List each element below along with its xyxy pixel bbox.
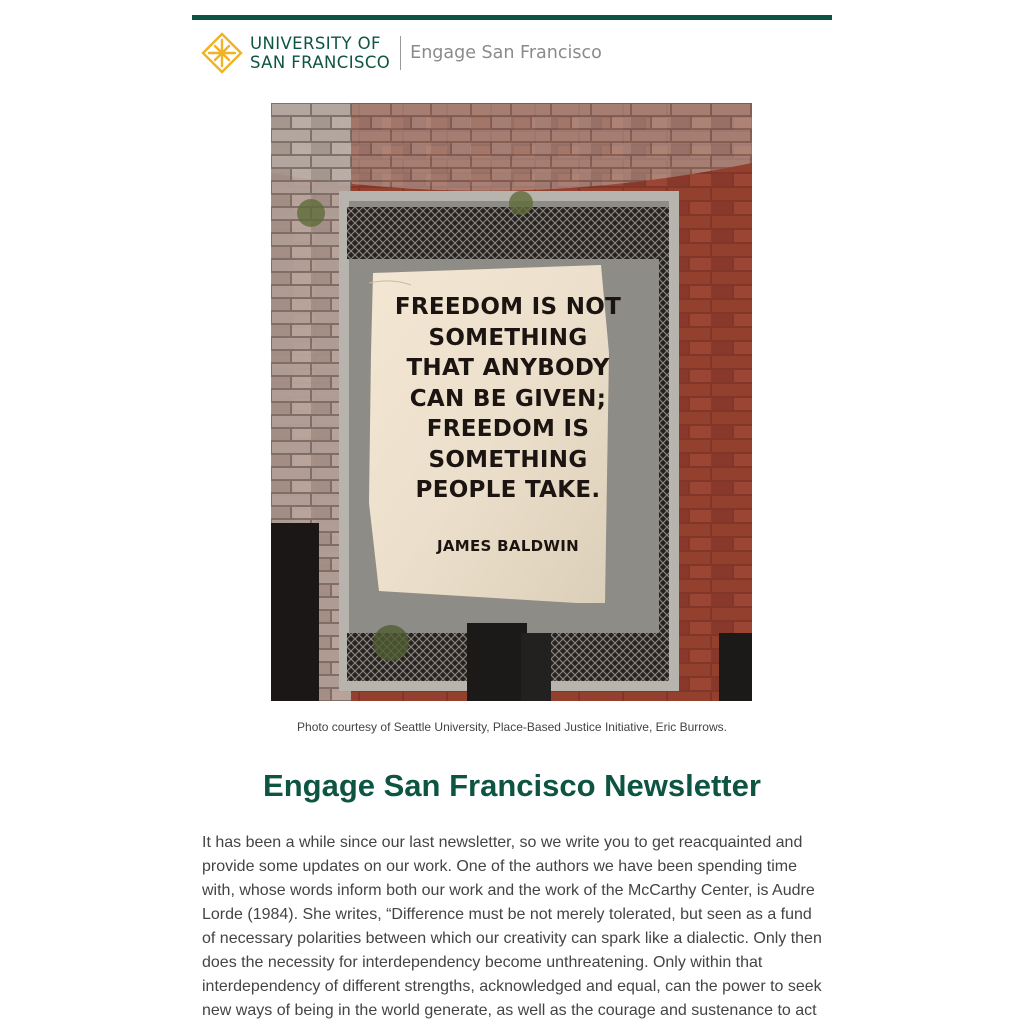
poster-quote-line: THAT ANYBODY [406,355,610,381]
top-accent-bar [192,15,832,20]
poster-author: JAMES BALDWIN [436,537,580,555]
wordmark-line-2: SAN FRANCISCO [250,53,391,72]
poster-quote-line: SOMETHING [428,324,588,351]
university-wordmark[interactable] [250,34,390,72]
poster-quote-line: FREEDOM IS NOT [394,294,622,320]
header-divider [400,36,401,70]
poster-quote-line: SOMETHING [428,446,588,473]
poster-quote-line: CAN BE GIVEN; [409,385,607,412]
poster-quote [378,292,638,506]
poster-quote-line: PEOPLE TAKE. [415,477,601,503]
photo-caption: Photo courtesy of Seattle University, Place-Based Justice Initiative, Eric Burrows. [297,720,727,734]
poster-quote-line: FREEDOM IS [426,416,590,442]
intro-paragraph: It has been a while since our last newsletter, so we write you to get reacquainted and provide some updates on our work. One of the authors we have been spending time with, whose words inform both our work and the work of the McCarthy Center, is Audre Lorde (1984). She writes, “Difference must be not merely tolerated, but seen as a fund of necessary polarities between which our creativity can spark like a dialectic. Only then does the necessity for interdependency become unthreatening. Only within that interdependency of different strengths, acknowledged and equal, can the power to seek new ways of being in the world generate, as well as the courage and sustenance to act [202,834,822,1019]
newsletter-header [200,30,602,76]
usf-logo-icon[interactable] [200,31,244,75]
program-name: Engage San Francisco [410,43,602,63]
wordmark-line-1: UNIVERSITY OF [250,34,381,53]
newsletter-title: Engage San Francisco Newsletter [263,768,761,803]
